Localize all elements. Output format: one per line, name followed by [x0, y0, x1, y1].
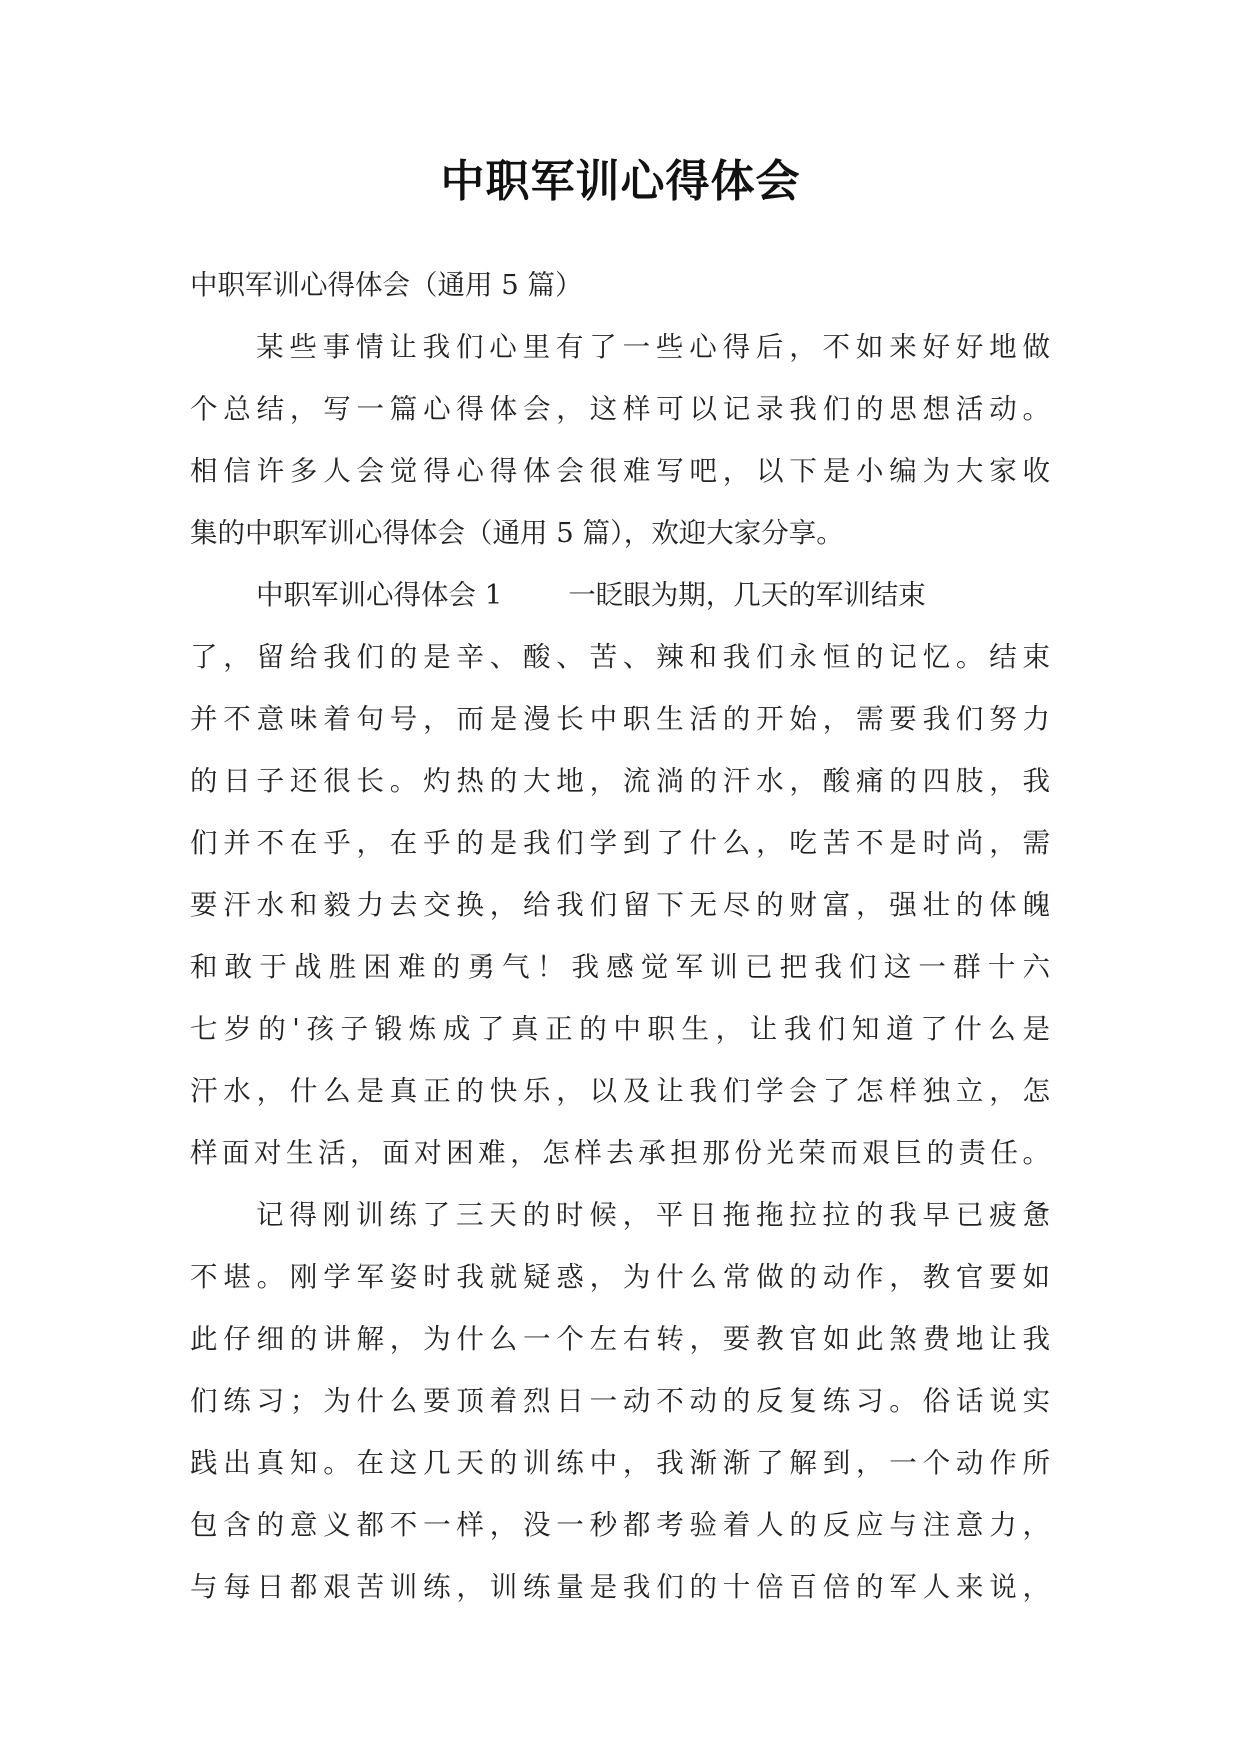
text-line: 了，留给我们的是辛、酸、苦、辣和我们永恒的记忆。结束 [190, 641, 1050, 673]
intro-paragraph [190, 316, 1050, 564]
text-line: 们练习；为什么要顶着烈日一动不动的反复练习。俗话说实 [190, 1385, 1050, 1417]
text-line: 并不意味着句号，而是漫长中职生活的开始，需要我们努力 [190, 703, 1050, 735]
text-line: 包含的意义都不一样，没一秒都考验着人的反应与注意力， [190, 1509, 1050, 1541]
text-line: 要汗水和毅力去交换，给我们留下无尽的财富，强壮的体魄 [190, 889, 1050, 921]
text-line: 记得刚训练了三天的时候，平日拖拖拉拉的我早已疲惫 [256, 1199, 1050, 1231]
text-line: 个总结，写一篇心得体会，这样可以记录我们的思想活动。 [190, 393, 1050, 425]
text-line: 集的中职军训心得体会（通用 5 篇），欢迎大家分享。 [190, 517, 844, 549]
text-line: 们并不在乎，在乎的是我们学到了什么，吃苦不是时尚，需 [190, 827, 1050, 859]
text-line: 践出真知。在这几天的训练中，我渐渐了解到，一个动作所 [190, 1447, 1050, 1479]
text-line: 样面对生活，面对困难，怎样去承担那份光荣而艰巨的责任。 [190, 1137, 1050, 1169]
text-line: 的日子还很长。灼热的大地，流淌的汗水，酸痛的四肢，我 [190, 765, 1050, 797]
document-title: 中职军训心得体会 [440, 156, 801, 207]
text-line: 七岁的'孩子锻炼成了真正的中职生，让我们知道了什么是 [190, 1013, 1050, 1045]
paragraph-3 [190, 1184, 1050, 1618]
document-subtitle: 中职军训心得体会（通用 5 篇） [190, 269, 583, 301]
section-1-first-line: 一眨眼为期，几天的军训结束 [568, 579, 926, 611]
text-line [190, 564, 1050, 626]
section-1-paragraph [190, 564, 1050, 1184]
text-line: 相信许多人会觉得心得体会很难写吧，以下是小编为大家收 [190, 455, 1050, 487]
text-line: 此仔细的讲解，为什么一个左右转，要教官如此煞费地让我 [190, 1323, 1050, 1355]
document-body [190, 254, 1050, 1618]
text-line: 与每日都艰苦训练，训练量是我们的十倍百倍的军人来说， [190, 1571, 1050, 1603]
text-line: 某些事情让我们心里有了一些心得后，不如来好好地做 [256, 331, 1050, 363]
text-line: 不堪。刚学军姿时我就疑惑，为什么常做的动作，教官要如 [190, 1261, 1050, 1293]
text-line: 汗水，什么是真正的快乐，以及让我们学会了怎样独立，怎 [190, 1075, 1050, 1107]
text-line: 和敢于战胜困难的勇气！我感觉军训已把我们这一群十六 [190, 951, 1050, 983]
section-1-heading: 中职军训心得体会 1 [256, 579, 503, 611]
